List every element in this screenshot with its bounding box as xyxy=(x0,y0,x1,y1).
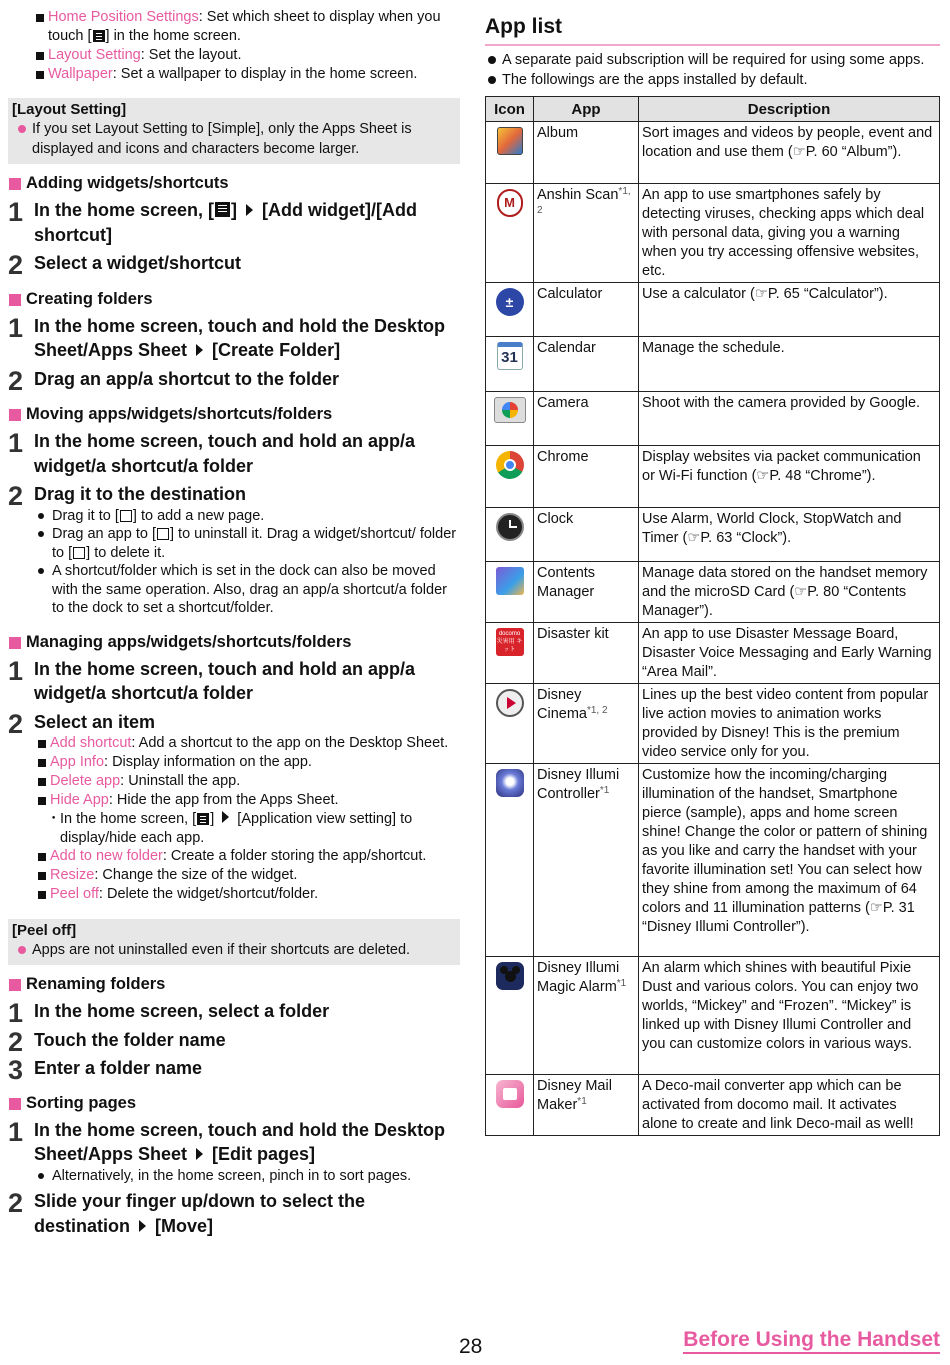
list-item: The followings are the apps installed by default. xyxy=(485,70,940,90)
table-row: Disney Illumi Controller$^{*1}$ Customize how the incoming/charging illumination of the handset, Smartphone pierce (sample), apps and home screen shine! Change the color or pattern of shining as you like and carry the handset with your favorite illumination set! You can select how they shine from among the maximum of 64 colors and 11 illumination patterns (☞P. 31 “Disney Illumi Controller”). xyxy=(486,764,940,957)
step: 2 Drag an app/a shortcut to the folder xyxy=(8,365,340,396)
peel-off-note xyxy=(8,919,460,965)
section-heading: Moving apps/widgets/shortcuts/folders xyxy=(8,404,460,425)
camera-icon xyxy=(494,397,526,423)
chrome-icon xyxy=(496,451,524,479)
disney-illumi-controller-icon xyxy=(496,769,524,797)
table-header-row xyxy=(486,97,940,122)
list-item: Delete app: Uninstall the app. xyxy=(8,772,460,791)
table-row: Chrome Display websites via packet communication or Wi-Fi function (☞P. 48 “Chrome”). xyxy=(486,446,940,508)
left-column xyxy=(8,8,460,1238)
step: 1 In the home screen, select a folder xyxy=(8,998,330,1028)
layout-setting-note xyxy=(8,98,460,164)
column-header: App xyxy=(534,97,639,122)
home-icon xyxy=(93,30,105,42)
app-table xyxy=(485,96,940,1136)
note-text: If you set Layout Setting to [Simple], only the Apps Sheet is displayed and icons and characters become larger. xyxy=(32,121,412,157)
step: 2 Slide your finger up/down to select the destination [Move] xyxy=(8,1188,366,1236)
table-row: Disney Cinema$^{*1, 2}$ Lines up the best video content from popular live action movies to animation works provided by Disney! This is the premium video service only for you. xyxy=(486,684,940,764)
app-list-title: App list xyxy=(485,14,940,46)
table-row: Contents Manager Manage data stored on the handset memory and the microSD Card (☞P. 80 “Contents Manager”). xyxy=(486,562,940,623)
arrow-icon xyxy=(222,811,229,823)
calculator-icon: ± xyxy=(496,288,524,316)
trash-icon xyxy=(157,528,169,540)
disney-illumi-magic-alarm-icon xyxy=(496,962,524,990)
wallpaper-label: Wallpaper xyxy=(48,66,113,82)
step: 2 Drag it to the destination xyxy=(8,481,247,511)
album-icon xyxy=(497,127,523,155)
list-item: Peel off: Delete the widget/shortcut/folder. xyxy=(8,885,460,904)
table-row: 31 Calendar Manage the schedule. xyxy=(486,337,940,392)
anshin-scan-icon: M xyxy=(497,189,523,217)
list-item: Add to new folder: Create a folder storing the app/shortcut. xyxy=(8,847,460,866)
arrow-icon xyxy=(196,344,203,356)
arrow-icon xyxy=(139,1220,146,1232)
menu-icon xyxy=(215,202,230,217)
list-item: Layout Setting: Set the layout. xyxy=(8,46,460,65)
list-item: Wallpaper: Set a wallpaper to display in the home screen. xyxy=(8,65,460,84)
clock-icon xyxy=(496,513,524,541)
section-heading: Sorting pages xyxy=(8,1093,460,1114)
section-heading: Creating folders xyxy=(8,289,460,310)
section-heading: Managing apps/widgets/shortcuts/folders xyxy=(8,632,460,653)
table-row: Clock Use Alarm, World Clock, StopWatch and Timer (☞P. 63 “Clock”). xyxy=(486,508,940,562)
step: 3 Enter a folder name xyxy=(8,1055,203,1085)
note-text: Apps are not uninstalled even if their shortcuts are deleted. xyxy=(32,942,411,958)
list-item: Hide App: Hide the app from the Apps Sheet. xyxy=(8,791,460,810)
step: 1 In the home screen, touch and hold the Desktop Sheet/Apps Sheet [Create Folder] xyxy=(8,312,446,360)
table-row: Disney Mail Maker$^{*1}$ A Deco-mail converter app which can be activated from docomo mail. It activates alone to create and link Deco-mail as well! xyxy=(486,1075,940,1136)
list-item: Drag it to [ ] to add a new page. xyxy=(8,507,460,526)
list-item: A shortcut/folder which is set in the dock can also be moved with the same operation. Also, drag an app/a shortcut/a folder to the dock to set a shortcut/folder. xyxy=(8,562,460,618)
step: 1 In the home screen, touch and hold an app/a widget/a shortcut/a folder xyxy=(8,428,416,476)
note-title: [Layout Setting] xyxy=(12,101,127,118)
step: 2 Select an item xyxy=(8,708,156,739)
list-item: Drag an app to [ ] to uninstall it. Drag a widget/shortcut/ folder to [ ] to delete it. xyxy=(8,525,460,562)
step: 2 Select a widget/shortcut xyxy=(8,250,242,280)
step: 1 In the home screen, touch and hold an app/a widget/a shortcut/a folder xyxy=(8,655,416,703)
add-page-icon xyxy=(120,510,132,522)
list-item: Resize: Change the size of the widget. xyxy=(8,866,460,885)
table-row: docomo 災害用 キット Disaster kit An app to use Disaster Message Board, Disaster Voice Messaging and Early Warning “Area Mail”. xyxy=(486,623,940,684)
layout-setting-label: Layout Setting xyxy=(48,47,141,63)
section-heading: Adding widgets/shortcuts xyxy=(8,173,460,194)
table-row: Disney Illumi Magic Alarm$^{*1}$ An alarm which shines with beautiful Pixie Dust and various colors. You can enjoy two worlds, “Mickey” and “Frozen”. “Mickey” is linked up with Disney Illumi Controller and you can customize colors in various ways. xyxy=(486,957,940,1075)
arrow-icon xyxy=(246,204,253,216)
step: 2 Touch the folder name xyxy=(8,1026,226,1057)
column-header: Icon xyxy=(486,97,534,122)
calendar-icon: 31 xyxy=(497,342,523,370)
chapter-title: Before Using the Handset xyxy=(683,1328,940,1354)
disney-mail-maker-icon xyxy=(496,1080,524,1108)
step: 1 In the home screen, touch and hold the Desktop Sheet/Apps Sheet [Edit pages] xyxy=(8,1116,446,1164)
list-item: A separate paid subscription will be required for using some apps. xyxy=(485,50,940,70)
list-item: Home Position Settings: Set which sheet to display when you touch [ ] in the home screen. xyxy=(8,8,460,46)
arrow-icon xyxy=(196,1148,203,1160)
menu-icon xyxy=(197,813,209,825)
disney-cinema-icon xyxy=(496,689,524,717)
table-row: Album Sort images and videos by people, event and location and use them (☞P. 60 “Album”). xyxy=(486,122,940,184)
list-item: Alternatively, in the home screen, pinch in to sort pages. xyxy=(8,1167,460,1186)
right-column xyxy=(485,14,940,1136)
section-heading: Renaming folders xyxy=(8,974,460,995)
list-item: App Info: Display information on the app. xyxy=(8,753,460,772)
home-position-settings-label: Home Position Settings xyxy=(48,9,199,25)
column-header: Description xyxy=(639,97,940,122)
contents-manager-icon xyxy=(496,567,524,595)
table-row: ± Calculator Use a calculator (☞P. 65 “Calculator”). xyxy=(486,283,940,337)
page-number: 28 xyxy=(459,1335,483,1358)
list-item: ･ In the home screen, [ ] [Application view setting] to display/hide each app. xyxy=(50,811,413,846)
table-row: Camera Shoot with the camera provided by Google. xyxy=(486,392,940,446)
step: 1 In the home screen, [ ] [Add widget]/[Add shortcut] xyxy=(8,197,418,245)
list-item: Add shortcut: Add a shortcut to the app on the Desktop Sheet. xyxy=(8,734,460,753)
disaster-kit-icon: docomo 災害用 キット xyxy=(496,628,524,656)
table-row: M Anshin Scan$^{*1, 2}$ An app to use smartphones safely by detecting viruses, checking apps which deal with personal data, giving you a warning when you try accessing offensive websites, etc. xyxy=(486,184,940,283)
note-title: [Peel off] xyxy=(12,922,77,939)
trash-icon xyxy=(73,547,85,559)
